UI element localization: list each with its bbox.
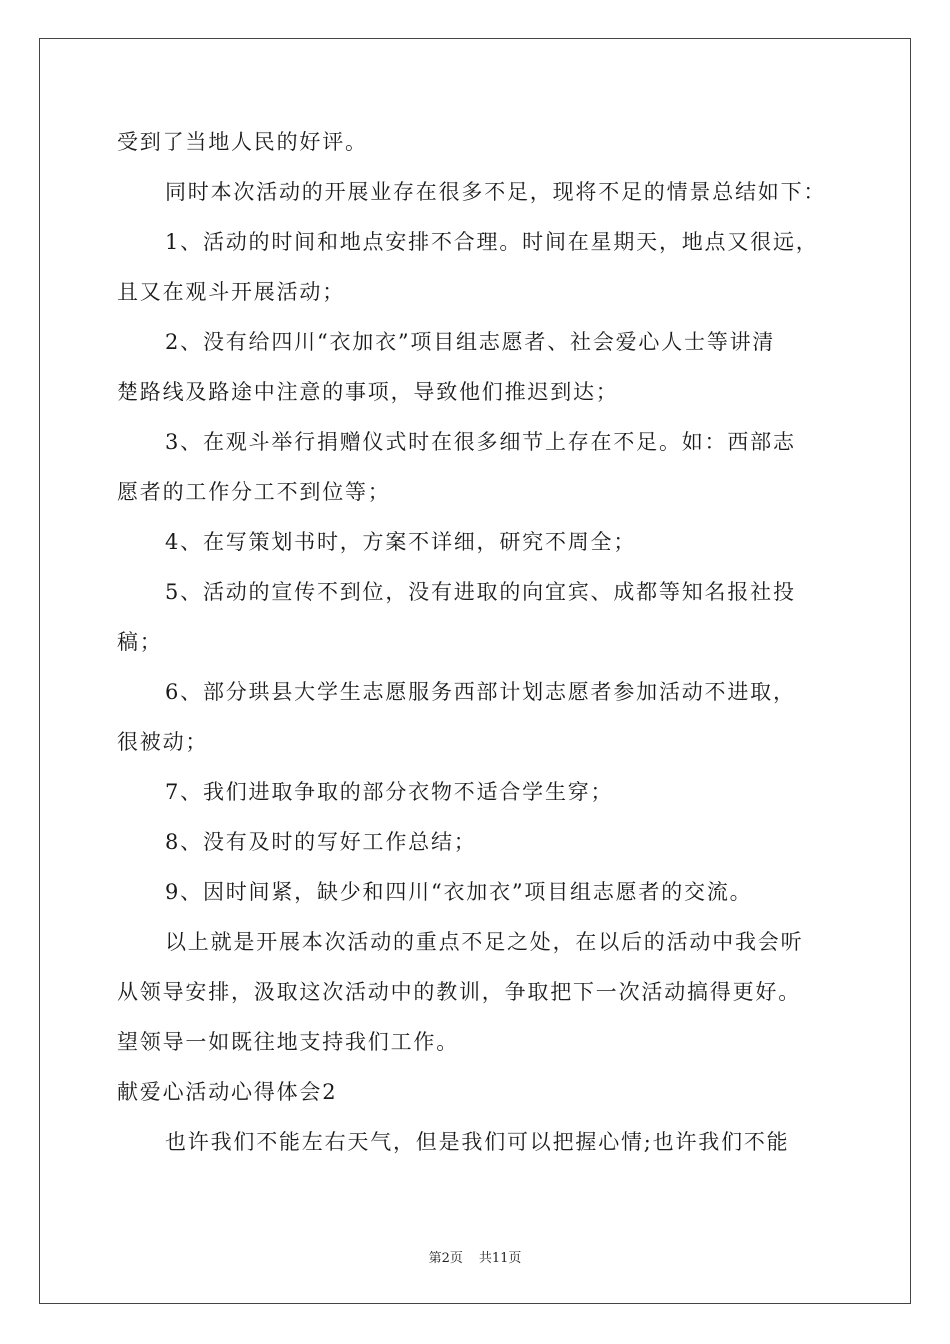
list-item-7: 7、我们进取争取的部分衣物不适合学生穿；: [165, 780, 614, 804]
section-heading: 献爱心活动心得体会2: [117, 1080, 338, 1104]
paragraph-line: 从领导安排，汲取这次活动中的教训，争取把下一次活动搞得更好。: [117, 980, 801, 1004]
paragraph-line: 望领导一如既往地支持我们工作。: [117, 1030, 459, 1054]
paragraph-line: 楚路线及路途中注意的事项，导致他们推迟到达；: [117, 380, 619, 404]
paragraph-line: 也许我们不能左右天气，但是我们可以把握心情;也许我们不能: [165, 1130, 790, 1154]
page-footer: [0, 1247, 950, 1266]
list-item-4: 4、在写策划书时，方案不详细，研究不周全；: [165, 530, 637, 554]
list-item-1: 1、活动的时间和地点安排不合理。时间在星期天，地点又很远，: [165, 230, 819, 254]
list-item-6: 6、部分珙县大学生志愿服务西部计划志愿者参加活动不进取，: [165, 680, 796, 704]
paragraph-line: 且又在观斗开展活动；: [117, 280, 345, 304]
paragraph-line: 愿者的工作分工不到位等；: [117, 480, 391, 504]
list-item-8: 8、没有及时的写好工作总结；: [165, 830, 477, 854]
list-item-5: 5、活动的宣传不到位，没有进取的向宜宾、成都等知名报社投: [165, 580, 796, 604]
list-item-9: 9、因时间紧，缺少和四川“衣加衣”项目组志愿者的交流。: [165, 880, 753, 904]
paragraph-line: 稿；: [117, 630, 163, 654]
paragraph-line: 同时本次活动的开展业存在很多不足，现将不足的情景总结如下：: [165, 180, 827, 204]
paragraph-line: 很被动；: [117, 730, 209, 754]
list-item-2: 2、没有给四川“衣加衣”项目组志愿者、社会爱心人士等讲清: [165, 330, 776, 354]
total-pages: 共11页: [478, 1251, 522, 1266]
paragraph-line: 以上就是开展本次活动的重点不足之处，在以后的活动中我会听: [165, 930, 804, 954]
list-item-3: 3、在观斗举行捐赠仪式时在很多细节上存在不足。如：西部志: [165, 430, 796, 454]
paragraph-line: 受到了当地人民的好评。: [117, 130, 368, 154]
page-number: 第2页: [428, 1251, 463, 1266]
